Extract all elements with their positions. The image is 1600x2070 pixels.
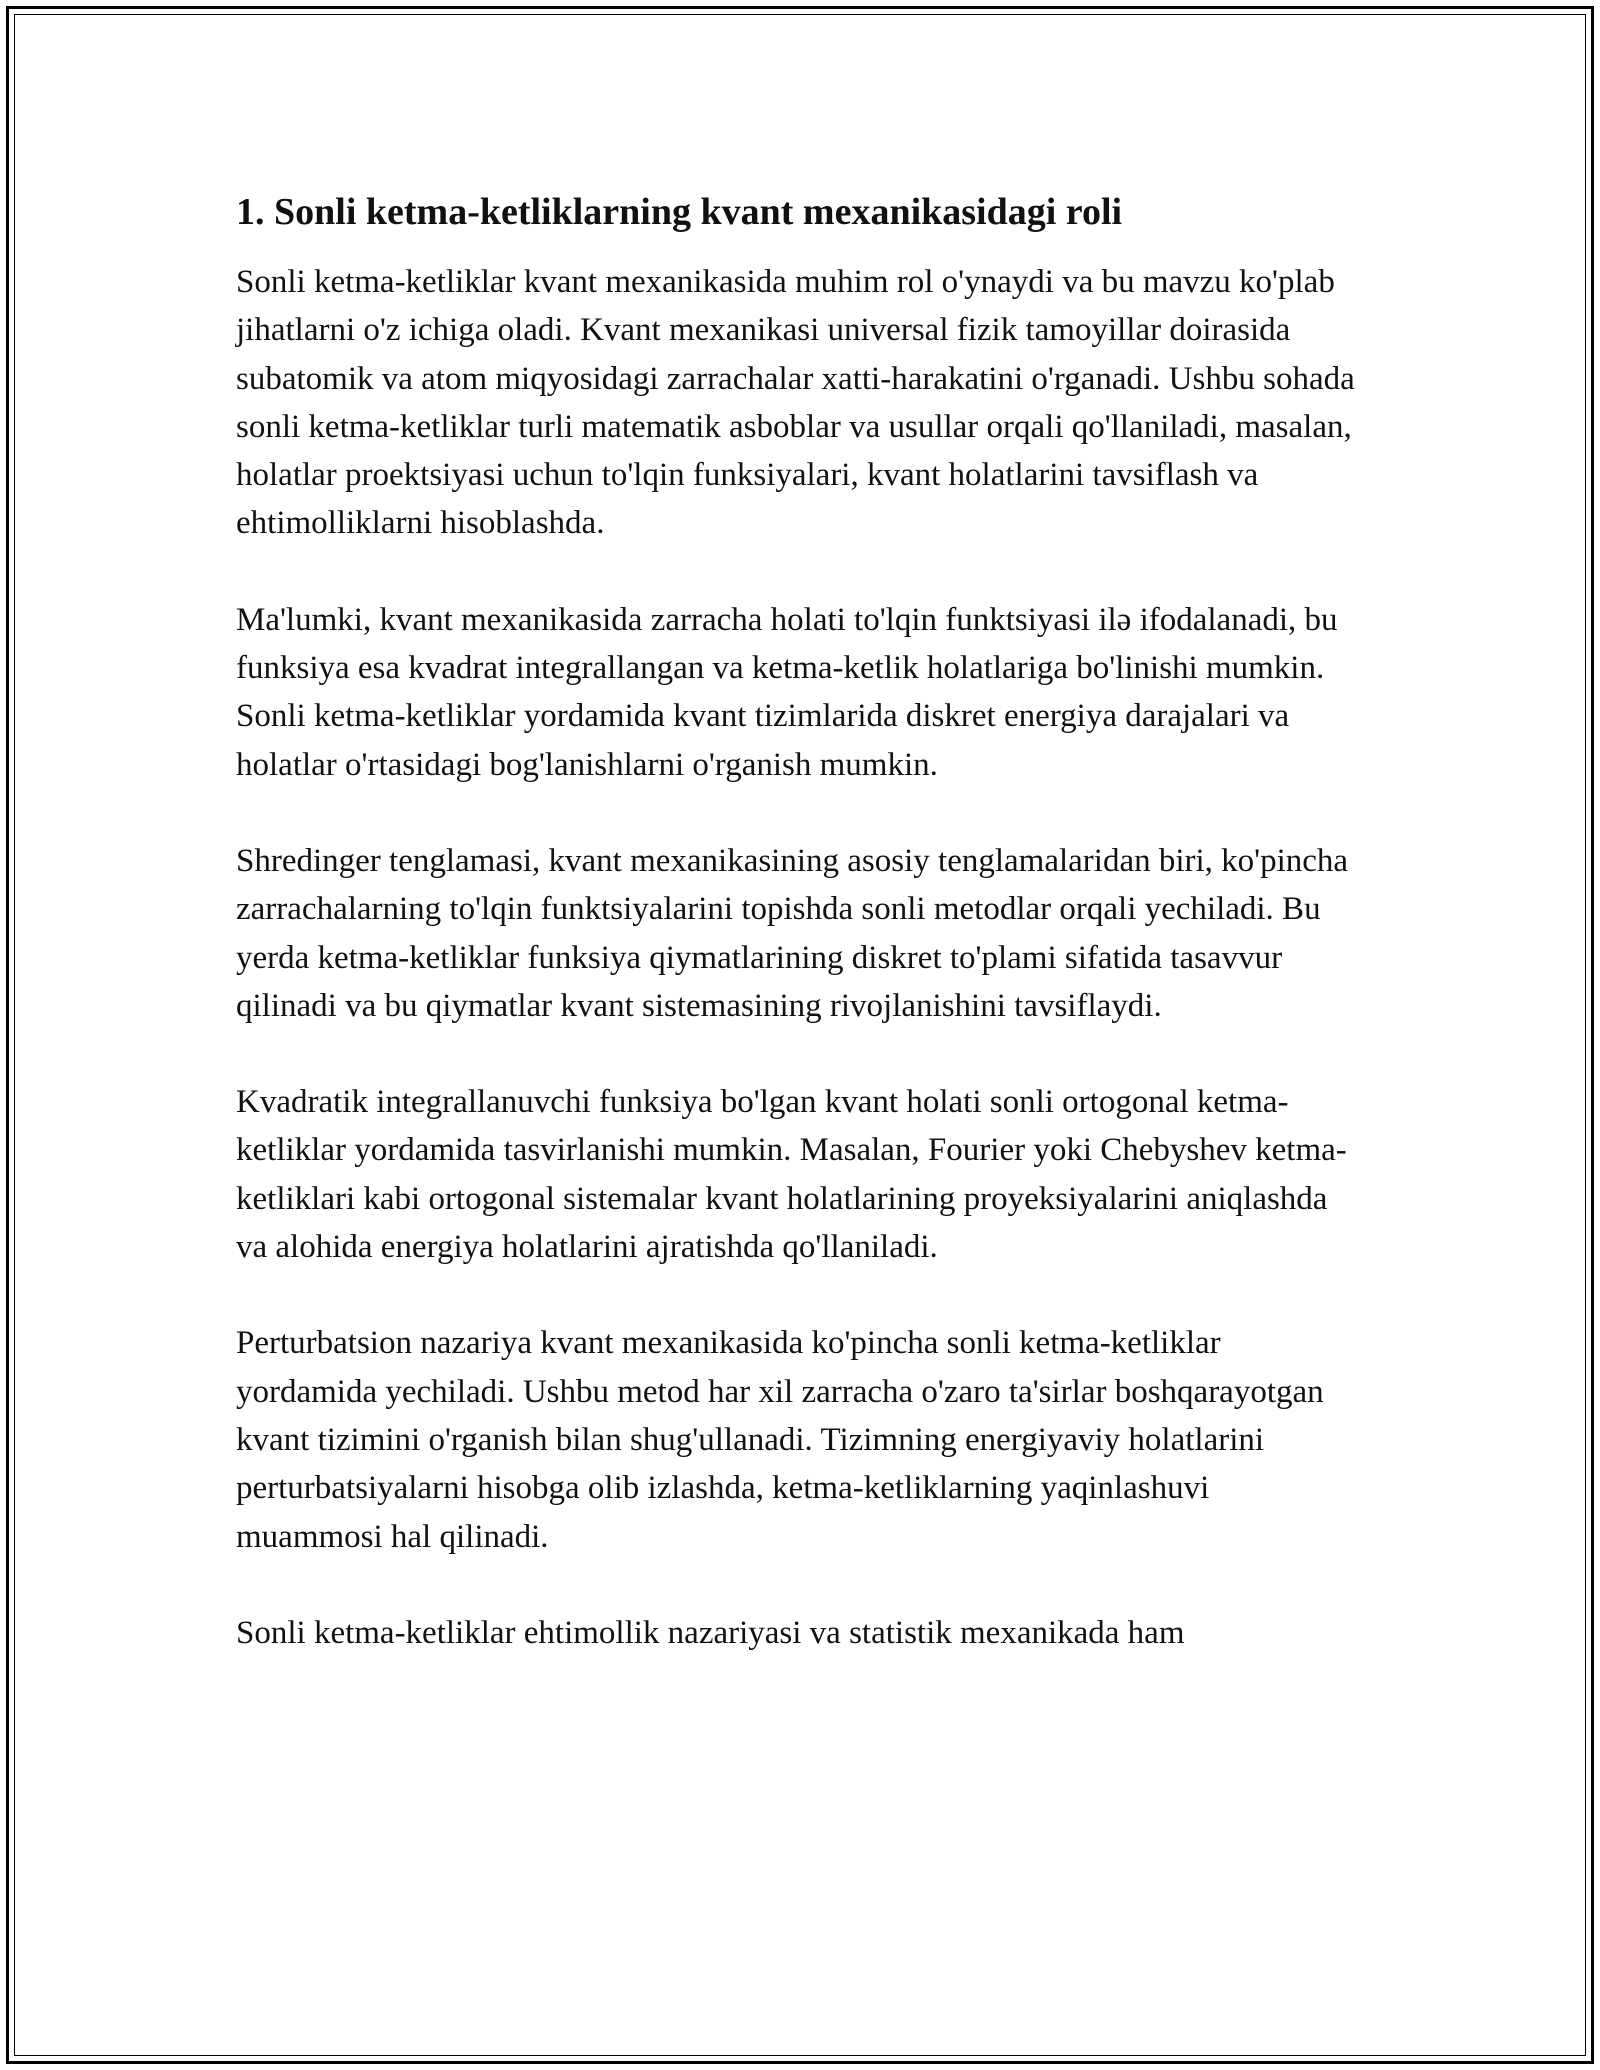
- paragraph-2: Ma'lumki, kvant mexanikasida zarracha holati to'lqin funktsiyasi ilə ifodalanadi, bu funksiya esa kvadrat integrallangan va ketma-ketlik holatlariga bo'linishi mumkin. Sonli ketma-ketliklar yordamida kvant tizimlarida diskret energiya darajalari va holatlar o'rtasidagi bog'lanishlarni o'rganish mumkin.: [236, 601, 1338, 783]
- paragraph-1: Sonli ketma-ketliklar kvant mexanikasida muhim rol o'ynaydi va bu mavzu ko'plab jihatlarni o'z ichiga oladi. Kvant mexanikasi universal fizik tamoyillar doirasida subatomik va atom miqyosidagi zarrachalar xatti-harakatini o'rganadi. Ushbu sohada sonli ketma-ketliklar turli matematik asboblar va usullar orqali qo'llaniladi, masalan, holatlar proektsiyasi uchun to'lqin funksiyalari, kvant holatlarini tavsiflash va ehtimolliklarni hisoblashda.: [236, 264, 1355, 542]
- paragraph-3: Shredinger tenglamasi, kvant mexanikasining asosiy tenglamalaridan biri, ko'pincha zarrachalarning to'lqin funktsiyalarini topishda sonli metodlar orqali yechiladi. Bu yerda ketma-ketliklar funksiya qiymatlarining diskret to'plami sifatida tasavvur qilinadi va bu qiymatlar kvant sistemasining rivojlanishini tavsiflaydi.: [236, 842, 1349, 1024]
- paragraph-5: Perturbatsion nazariya kvant mexanikasida ko'pincha sonli ketma-ketliklar yordamida yechiladi. Ushbu metod har xil zarracha o'zaro ta'sirlar boshqarayotgan kvant tizimini o'rganish bilan shug'ullanadi. Tizimning energiyaviy holatlarini perturbatsiyalarni hisobga olib izlashda, ketma-ketliklarning yaqinlashuvi muammosi hal qilinadi.: [236, 1325, 1324, 1555]
- document-body: [236, 186, 1364, 1705]
- paragraph-6: Sonli ketma-ketliklar ehtimollik nazariyasi va statistik mexanikada ham: [236, 1614, 1185, 1651]
- paragraph-4: Kvadratik integrallanuvchi funksiya bo'lgan kvant holati sonli ortogonal ketma-ketliklar yordamida tasvirlanishi mumkin. Masalan, Fourier yoki Chebyshev ketma-ketliklari kabi ortogonal sistemalar kvant holatlarining proyeksiyalarini aniqlashda va alohida energiya holatlarini ajratishda qo'llaniladi.: [236, 1084, 1347, 1266]
- section-heading: 1. Sonli ketma-ketliklarning kvant mexanikasidagi roli: [236, 191, 1123, 233]
